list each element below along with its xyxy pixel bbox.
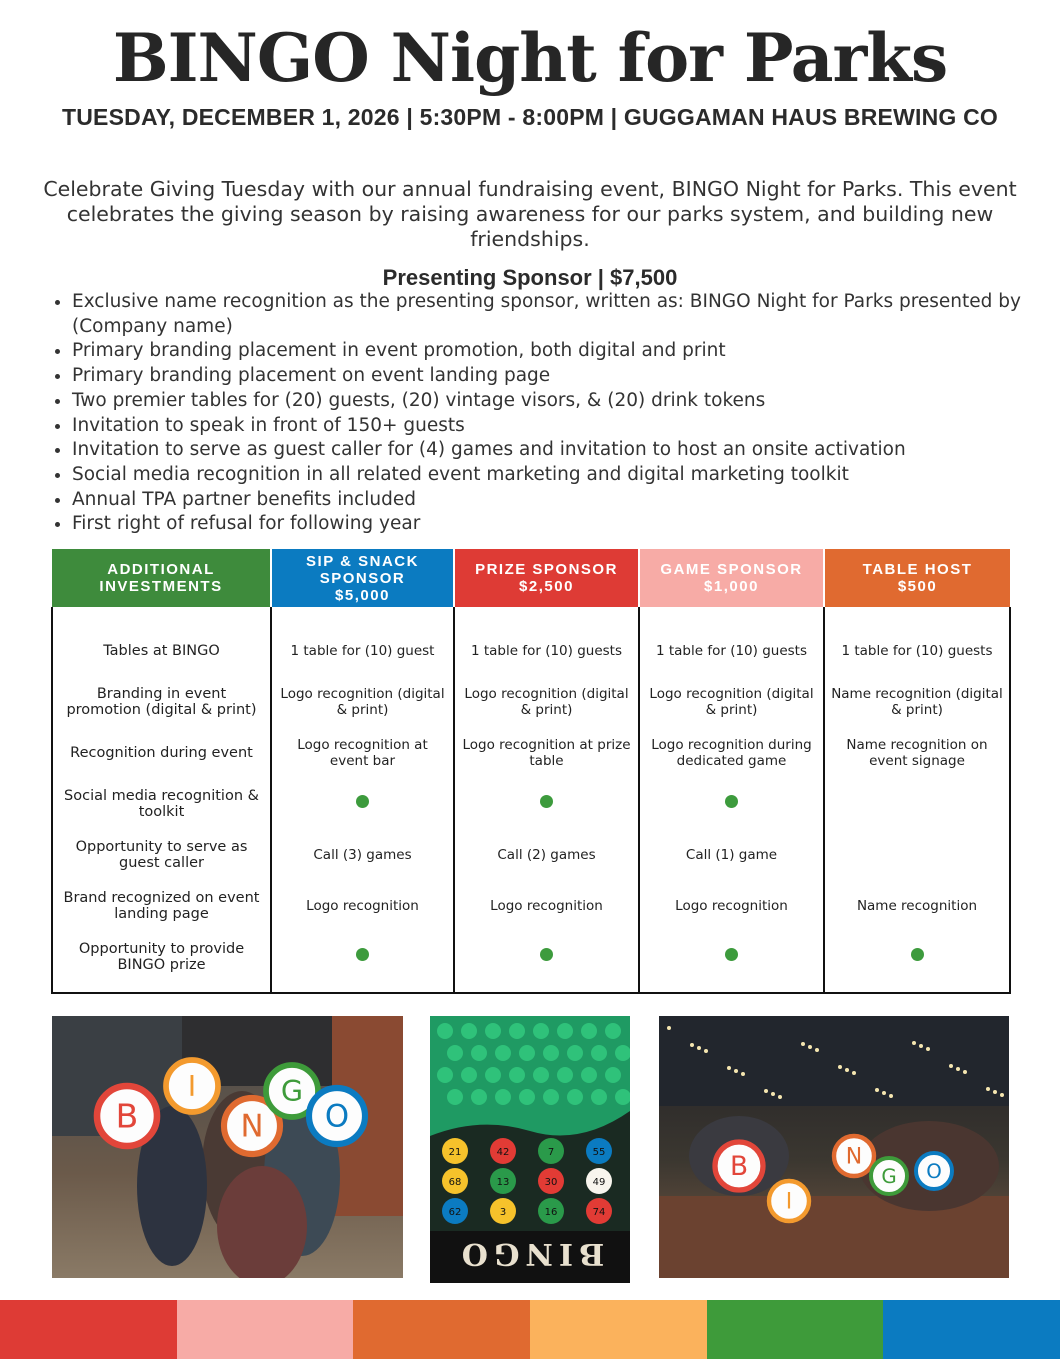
included-dot-icon — [911, 948, 924, 961]
bingo-ball — [538, 1138, 564, 1164]
benefit-cell — [824, 778, 1010, 829]
event-title: BINGO Night for Parks — [112, 19, 948, 97]
bingo-ball-number: 30 — [544, 1177, 558, 1188]
tier-header-line: $1,000 — [704, 578, 759, 595]
tier-header-4 — [824, 549, 1010, 607]
sponsorship-table — [51, 549, 1009, 997]
tier-header-line: ADDITIONAL — [107, 561, 215, 578]
benefit-cell: Logo recognition — [639, 880, 824, 931]
table-row — [52, 880, 1010, 931]
tier-header-row — [52, 549, 1010, 607]
row-label: Brand recognized on event landing page — [52, 880, 271, 931]
included-cell — [639, 778, 824, 829]
row-label: Recognition during event — [52, 727, 271, 778]
table-row — [52, 607, 1010, 676]
photo-bingo-hall-art — [659, 1016, 1009, 1278]
color-stripe — [177, 1300, 354, 1359]
photo-bingo-hall — [659, 1016, 1009, 1278]
tier-header-line: SPONSOR — [319, 569, 406, 587]
bingo-letter: I — [785, 1189, 793, 1215]
bingo-letter: N — [240, 1108, 264, 1145]
benefit-item: • Two premier tables for (20) guests, (20) vintage visors, & (20) drink tokens — [72, 389, 1032, 414]
included-dot-icon — [356, 795, 369, 808]
bingo-letter: O — [324, 1098, 350, 1135]
table-row — [52, 676, 1010, 727]
tier-header-line: SIP & SNACK — [306, 552, 419, 570]
bingo-letter-sign — [916, 1153, 952, 1189]
bingo-ball-number: 42 — [496, 1147, 510, 1158]
included-cell — [454, 778, 639, 829]
benefit-cell: 1 table for (10) guests — [639, 607, 824, 676]
benefit-cell: Name recognition on event signage — [824, 727, 1010, 778]
bingo-ball-number: 68 — [448, 1177, 462, 1188]
bingo-ball — [586, 1168, 612, 1194]
included-cell — [271, 931, 454, 993]
color-stripe — [353, 1300, 530, 1359]
bingo-ball — [442, 1198, 468, 1224]
bingo-ball-number: 13 — [496, 1177, 510, 1188]
bingo-letter: N — [845, 1144, 863, 1170]
included-dot-icon — [725, 795, 738, 808]
benefit-item: • Invitation to serve as guest caller for (4) games and invitation to host an onsite activation — [72, 438, 1032, 463]
row-label: Branding in event promotion (digital & print) — [52, 676, 271, 727]
bingo-letter: I — [187, 1068, 197, 1103]
included-dot-icon — [540, 948, 553, 961]
bingo-letter-sign — [166, 1060, 218, 1112]
bingo-ball-number: 21 — [448, 1147, 462, 1158]
benefit-cell: Logo recognition during dedicated game — [639, 727, 824, 778]
table-row — [52, 829, 1010, 880]
bingo-ball — [442, 1168, 468, 1194]
tier-header-1 — [271, 549, 454, 607]
presenting-sponsor-heading: Presenting Sponsor | $7,500 — [382, 265, 678, 290]
bingo-ball-number: 62 — [448, 1207, 462, 1218]
row-label: Opportunity to serve as guest caller — [52, 829, 271, 880]
bingo-ball — [538, 1198, 564, 1224]
bingo-ball — [490, 1138, 516, 1164]
benefit-item: • Exclusive name recognition as the presenting sponsor, written as: BINGO Night for Parks presented by (Company name) — [72, 290, 1032, 339]
bingo-letter-sign — [97, 1086, 157, 1146]
tier-header-2 — [454, 549, 639, 607]
included-dot-icon — [356, 948, 369, 961]
bingo-letter-sign — [309, 1088, 365, 1144]
benefit-item: • Annual TPA partner benefits included — [72, 488, 1032, 513]
bingo-letter: G — [280, 1073, 304, 1108]
benefit-cell — [824, 829, 1010, 880]
included-cell — [454, 931, 639, 993]
benefit-cell: Logo recognition (digital & print) — [271, 676, 454, 727]
bingo-ball-number: 55 — [592, 1147, 606, 1158]
bingo-letter: B — [115, 1096, 139, 1136]
benefit-cell: Name recognition — [824, 880, 1010, 931]
bingo-ball — [586, 1138, 612, 1164]
bingo-letter-sign — [715, 1142, 763, 1190]
included-dot-icon — [725, 948, 738, 961]
photo-bingo-balls-art — [430, 1016, 630, 1283]
color-stripe — [883, 1300, 1060, 1359]
bingo-ball-number: 49 — [592, 1177, 606, 1188]
photo-bingo-balls — [430, 1016, 630, 1283]
bingo-letter: B — [729, 1151, 749, 1183]
benefit-cell: Name recognition (digital & print) — [824, 676, 1010, 727]
benefit-cell: 1 table for (10) guest — [271, 607, 454, 676]
presenting-benefits-list — [50, 290, 1032, 537]
photo-bingo-group-art — [52, 1016, 403, 1278]
benefit-cell: Logo recognition — [454, 880, 639, 931]
benefit-item: • Invitation to speak in front of 150+ guests — [72, 414, 1032, 439]
photo-bingo-group — [52, 1016, 403, 1278]
tier-header-line: PRIZE SPONSOR — [475, 561, 618, 578]
tier-header-line: GAME SPONSOR — [660, 561, 803, 578]
color-stripe — [0, 1300, 177, 1359]
included-dot-icon — [540, 795, 553, 808]
bingo-ball — [490, 1198, 516, 1224]
bingo-board-text: BINGO — [455, 1236, 605, 1271]
bingo-ball-number: 16 — [544, 1207, 558, 1218]
benefit-item: • Social media recognition in all related event marketing and digital marketing toolkit — [72, 463, 1032, 488]
bingo-ball — [538, 1168, 564, 1194]
tier-header-line: $500 — [897, 578, 938, 595]
included-cell — [824, 931, 1010, 993]
tier-header-line: $2,500 — [519, 578, 574, 595]
bingo-ball — [490, 1168, 516, 1194]
table-row — [52, 931, 1010, 993]
tier-body — [52, 607, 1010, 993]
color-stripe — [707, 1300, 884, 1359]
bingo-letter-sign — [769, 1181, 809, 1221]
bingo-letter: O — [926, 1159, 942, 1183]
benefit-cell: Logo recognition (digital & print) — [454, 676, 639, 727]
event-intro: Celebrate Giving Tuesday with our annual fundraising event, BINGO Night for Parks. This event celebrates the giving season by raising awareness for our parks system, and building new friendships. — [43, 177, 1017, 251]
bingo-letter-sign — [871, 1158, 907, 1194]
tier-header-3 — [639, 549, 824, 607]
benefit-cell: 1 table for (10) guests — [824, 607, 1010, 676]
benefit-cell: Call (1) game — [639, 829, 824, 880]
bingo-ball-number: 74 — [592, 1207, 606, 1218]
color-stripe — [530, 1300, 707, 1359]
bingo-letter: G — [881, 1164, 897, 1188]
included-cell — [639, 931, 824, 993]
row-label: Social media recognition & toolkit — [52, 778, 271, 829]
benefit-item: • Primary branding placement in event promotion, both digital and print — [72, 339, 1032, 364]
tier-header-line: TABLE HOST — [862, 561, 973, 578]
benefit-cell: Call (2) games — [454, 829, 639, 880]
benefit-cell: Call (3) games — [271, 829, 454, 880]
table-row — [52, 727, 1010, 778]
bingo-ball-number: 7 — [547, 1147, 555, 1158]
tier-header-line: INVESTMENTS — [99, 578, 223, 595]
bingo-letter-sign — [834, 1136, 874, 1176]
included-cell — [271, 778, 454, 829]
tier-header-0 — [52, 549, 271, 607]
benefit-cell: 1 table for (10) guests — [454, 607, 639, 676]
benefit-cell: Logo recognition at prize table — [454, 727, 639, 778]
row-label: Tables at BINGO — [52, 607, 271, 676]
bingo-ball-number: 3 — [499, 1207, 507, 1218]
benefit-item: • First right of refusal for following year — [72, 512, 1032, 537]
benefit-cell: Logo recognition (digital & print) — [639, 676, 824, 727]
benefit-item: • Primary branding placement on event landing page — [72, 364, 1032, 389]
bingo-ball — [442, 1138, 468, 1164]
tier-header-line: $5,000 — [335, 586, 390, 604]
bingo-ball — [586, 1198, 612, 1224]
event-dateline: TUESDAY, DECEMBER 1, 2026 | 5:30PM - 8:00PM | GUGGAMAN HAUS BREWING CO — [62, 104, 998, 130]
row-label: Opportunity to provide BINGO prize — [52, 931, 271, 993]
table-row — [52, 778, 1010, 829]
benefit-cell: Logo recognition at event bar — [271, 727, 454, 778]
benefit-cell: Logo recognition — [271, 880, 454, 931]
